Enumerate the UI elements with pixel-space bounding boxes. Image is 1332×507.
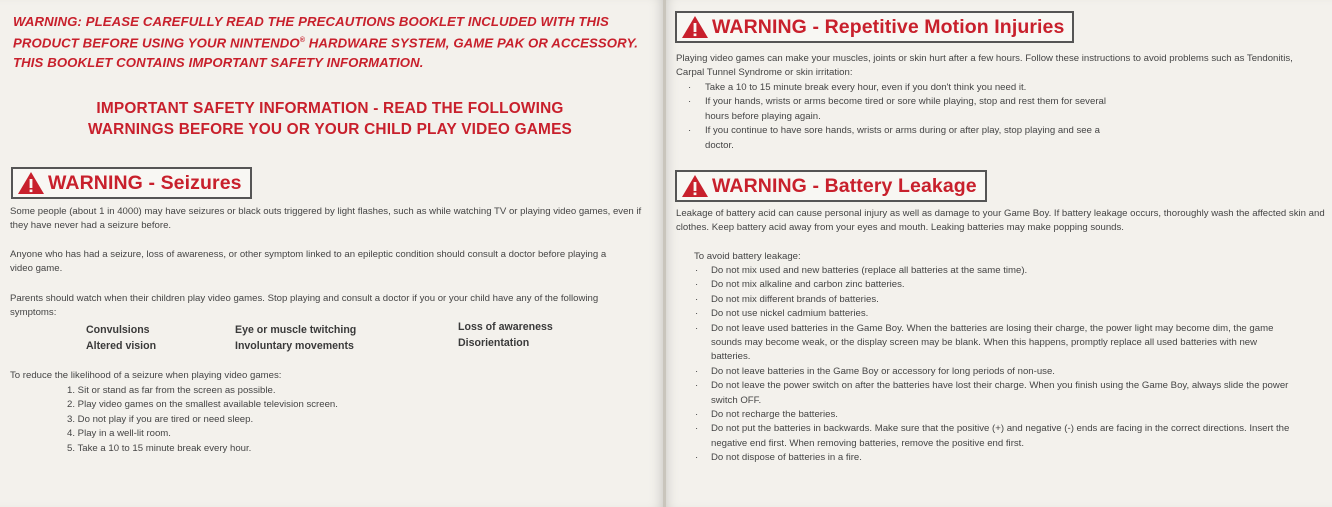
list-item: · Do not mix used and new batteries (replace all batteries at the same time). xyxy=(695,265,1028,276)
symptoms-column-1 xyxy=(86,323,156,354)
battery-leakage-warning-heading xyxy=(675,170,987,202)
seizures-warning-heading xyxy=(11,167,252,199)
list-item: · Do not dispose of batteries in a fire. xyxy=(695,452,862,464)
seizures-paragraph-1: Some people (about 1 in 4000) may have seizures or black outs triggered by light flashes, such as while watching TV or playing video games, even if they have never had a seizure before. xyxy=(10,206,642,232)
avoid-leakage-intro: To avoid battery leakage: xyxy=(694,251,801,262)
important-safety-heading: IMPORTANT SAFETY INFORMATION - READ THE FOLLOWING WARNINGS BEFORE YOU OR YOUR CHILD PLAY VIDEO GAMES xyxy=(87,100,573,138)
symptom: Loss of awareness xyxy=(458,321,553,333)
symptoms-column-3 xyxy=(458,320,553,351)
list-item: 4. Play in a well-lit room. xyxy=(67,428,171,440)
list-item: 3. Do not play if you are tired or need sleep. xyxy=(67,413,254,425)
list-item: · Do not mix alkaline and carbon zinc batteries. xyxy=(695,279,905,291)
list-item: · Do not recharge the batteries. xyxy=(695,409,838,421)
precautions-notice: WARNING: PLEASE CAREFULLY READ THE PRECAUTIONS BOOKLET INCLUDED WITH THIS PRODUCT BEFORE USING YOUR NINTENDO® HARDWARE SYSTEM, GAME PAK OR ACCESSORY. THIS BOOKLET CONTAINS IMPORTANT SAFETY INFORMATION. xyxy=(13,14,638,70)
seizure-prevention-steps xyxy=(67,384,607,456)
symptom: Altered vision xyxy=(86,339,157,352)
list-item: · Do not mix different brands of batteries. xyxy=(695,293,879,305)
list-item: · Do not use nickel cadmium batteries. xyxy=(695,308,869,320)
page-gutter xyxy=(663,0,666,507)
symptom: Disorientation xyxy=(458,336,530,349)
battery-leakage-intro: Leakage of battery acid can cause personal injury as well as damage to your Game Boy. If battery leakage occurs, thoroughly wash the affected skin and clothes. Keep battery acid away from your eyes and mouth. Leaking batteries may make popping sounds. xyxy=(676,208,1325,234)
reduce-likelihood-intro: To reduce the likelihood of a seizure when playing video games: xyxy=(10,370,282,381)
warning-triangle-icon xyxy=(681,174,709,198)
seizures-warning-title: WARNING - Seizures xyxy=(48,171,242,194)
symptom: Eye or muscle twitching xyxy=(235,324,357,336)
list-item: 1. Sit or stand as far from the screen as possible. xyxy=(67,385,276,396)
seizures-paragraph-2: Anyone who has had a seizure, loss of awareness, or other symptom linked to an epileptic condition should consult a doctor before playing a video game. xyxy=(10,249,607,275)
seizures-paragraph-3: Parents should watch when their children play video games. Stop playing and consult a doctor if you or your child have any of the following symptoms: xyxy=(10,293,599,319)
repetitive-motion-intro: Playing video games can make your muscles, joints or skin hurt after a few hours. Follow these instructions to avoid problems such as Tendonitis, Carpal Tunnel Syndrome or skin irritation: xyxy=(676,53,1293,79)
list-item: 5. Take a 10 to 15 minute break every hour. xyxy=(67,442,252,454)
symptoms-column-2 xyxy=(235,323,356,354)
warning-triangle-icon xyxy=(17,171,45,195)
list-item: 2. Play video games on the smallest available television screen. xyxy=(67,399,338,411)
list-item: · If you continue to have sore hands, wrists or arms during or after play, stop playing and see a doctor. xyxy=(688,125,1100,151)
symptom: Convulsions xyxy=(86,324,150,336)
battery-leakage-warning-title: WARNING - Battery Leakage xyxy=(712,174,977,197)
left-page xyxy=(0,0,664,507)
list-item: · Do not leave used batteries in the Game Boy. When the batteries are losing their charge, the power light may become dim, the game sounds may become weak, or the display screen may be blank. When this happens, promptly replace all used batteries with new batteries. xyxy=(695,322,1274,363)
right-page xyxy=(664,0,1332,507)
registered-mark: ® xyxy=(299,37,305,45)
list-item: · Do not leave the power switch on after the batteries have lost their charge. When you finish using the Game Boy, always slide the power switch OFF. xyxy=(695,380,1289,406)
repetitive-motion-warning-heading xyxy=(675,11,1074,43)
repetitive-motion-warning-title: WARNING - Repetitive Motion Injuries xyxy=(712,15,1065,38)
list-item: · Do not leave batteries in the Game Boy or accessory for long periods of non-use. xyxy=(695,365,1055,377)
warning-triangle-icon xyxy=(681,15,709,39)
list-item: · Do not put the batteries in backwards. Make sure that the positive (+) and negative (-) ends are facing in the correct directions. Insert the negative end first. When removing batteries, remove the positive end first. xyxy=(695,423,1290,449)
list-item: · Take a 10 to 15 minute break every hour, even if you don't think you need it. xyxy=(688,82,1027,93)
symptom: Involuntary movements xyxy=(235,339,354,352)
list-item: · If your hands, wrists or arms become tired or sore while playing, stop and rest them for several hours before playing again. xyxy=(688,96,1106,122)
battery-leakage-list xyxy=(676,264,1296,466)
repetitive-motion-list xyxy=(676,81,1116,153)
